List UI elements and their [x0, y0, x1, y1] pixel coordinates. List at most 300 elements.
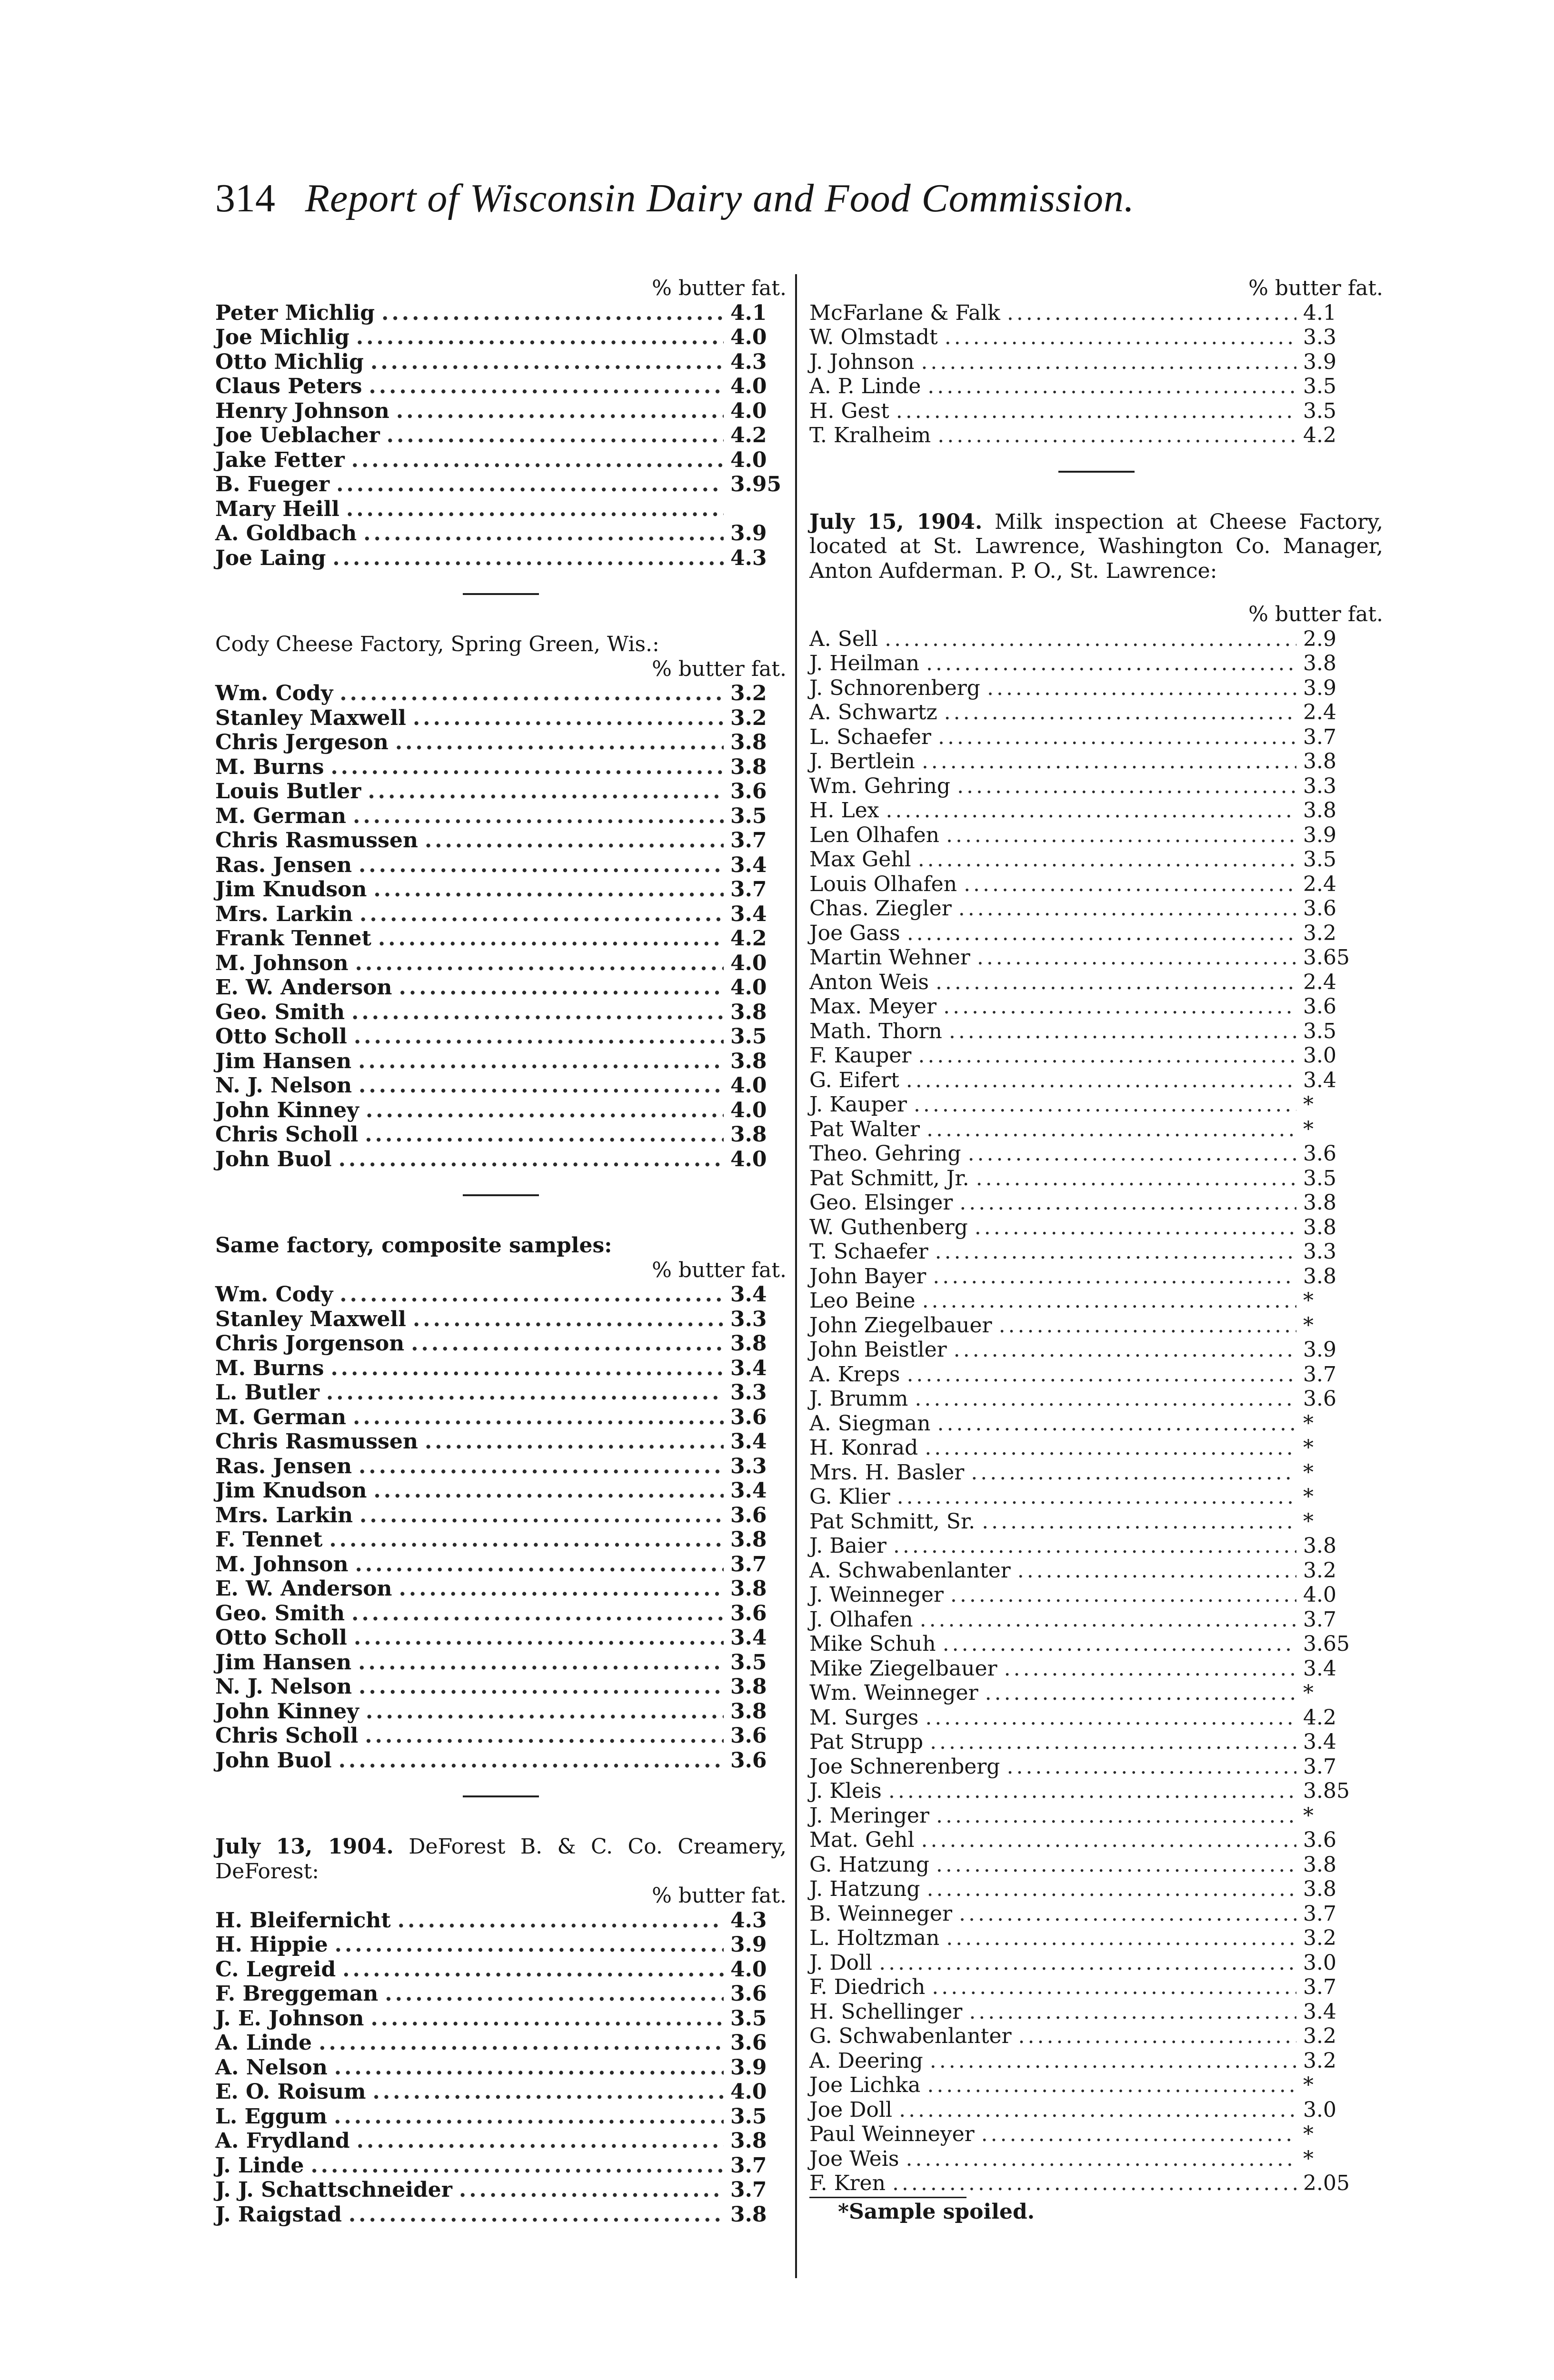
row-name: H. Lex — [809, 798, 879, 823]
dot-leader — [906, 1068, 1296, 1093]
row-value: 4.2 — [730, 926, 767, 951]
row-name: Pat Strupp — [809, 1730, 924, 1754]
dot-leader — [373, 2080, 724, 2104]
row-value: 3.5 — [730, 2006, 767, 2031]
dot-leader — [398, 1908, 724, 1933]
section-date: July 13, 1904. — [215, 1835, 394, 1859]
table-row — [215, 1478, 787, 1503]
row-value: 4.0 — [730, 951, 767, 975]
table-row — [809, 1656, 1383, 1681]
table-row — [809, 798, 1383, 823]
row-name: Chas. Ziegler — [809, 896, 952, 921]
row-value: 2.4 — [1303, 970, 1336, 994]
table-row — [809, 1706, 1383, 1730]
row-value: 3.8 — [730, 730, 767, 754]
section-heading-cody: Cody Cheese Factory, Spring Green, Wis.: — [215, 632, 659, 656]
row-name: Stanley Maxwell — [215, 705, 406, 730]
dot-leader — [944, 700, 1296, 725]
row-name: H. Gest — [809, 398, 889, 423]
table-row — [809, 2024, 1383, 2049]
row-name: H. Hippie — [215, 1933, 328, 1957]
dot-leader — [957, 774, 1296, 799]
row-value: * — [1303, 1313, 1314, 1338]
row-name: Louis Olhafen — [809, 872, 957, 896]
row-name: Joe Weis — [809, 2146, 899, 2171]
row-name: M. Johnson — [215, 1552, 349, 1577]
table-row — [215, 853, 787, 878]
dot-leader — [354, 1024, 724, 1049]
row-value: 3.3 — [730, 1454, 767, 1478]
table-row — [809, 1632, 1383, 1656]
section-date: July 15, 1904. — [809, 509, 983, 534]
row-value: 3.2 — [1303, 1558, 1336, 1583]
row-value: 4.2 — [730, 423, 767, 447]
dot-leader — [977, 945, 1296, 970]
row-name: Joe Michlig — [215, 325, 349, 349]
dot-leader — [930, 1730, 1296, 1755]
row-name: Leo Beine — [809, 1289, 916, 1313]
table-row — [215, 1380, 787, 1405]
table-row — [809, 872, 1383, 897]
row-value: 3.8 — [730, 1577, 767, 1601]
row-value: 3.6 — [730, 1748, 767, 1773]
row-name: J. Baier — [809, 1534, 887, 1558]
dot-leader — [329, 1527, 724, 1552]
dot-leader — [893, 1534, 1296, 1558]
table-row — [215, 975, 787, 1000]
right-column — [809, 276, 1383, 2224]
table-row — [809, 627, 1383, 652]
table-stlawrence — [809, 627, 1383, 2196]
row-name: Mrs. H. Basler — [809, 1460, 965, 1485]
dot-leader — [879, 1951, 1296, 1975]
row-value: 3.8 — [1303, 798, 1336, 823]
dot-leader — [907, 921, 1296, 946]
dot-leader — [351, 448, 724, 473]
table-row — [809, 1117, 1383, 1142]
row-value: 3.7 — [730, 877, 767, 902]
row-value: 3.4 — [730, 902, 767, 926]
dot-leader — [892, 2171, 1296, 2196]
dot-leader — [349, 2202, 724, 2227]
table-michlig — [215, 301, 787, 571]
row-value: 2.05 — [1303, 2171, 1350, 2195]
dot-leader — [918, 847, 1296, 872]
dot-leader — [332, 546, 724, 571]
row-name: John Bayer — [809, 1264, 926, 1289]
row-name: Pat Schmitt, Jr. — [809, 1166, 969, 1190]
row-value: 3.95 — [730, 472, 782, 496]
dot-leader — [885, 627, 1296, 652]
row-name: Math. Thorn — [809, 1019, 942, 1043]
row-name: Jim Knudson — [215, 1478, 367, 1503]
row-value: 3.8 — [730, 1049, 767, 1073]
row-value: 3.8 — [730, 1675, 767, 1699]
row-value: 4.3 — [730, 545, 767, 570]
row-name: Wm. Weinneger — [809, 1681, 978, 1705]
row-value: 3.6 — [730, 2031, 767, 2055]
row-value: 3.2 — [1303, 921, 1336, 945]
row-name: M. German — [215, 803, 347, 828]
row-value: 3.4 — [730, 1282, 767, 1307]
table-deforest — [215, 1908, 787, 2227]
row-value: 3.4 — [730, 1429, 767, 1454]
table-row — [809, 325, 1383, 350]
row-name: T. Schaefer — [809, 1240, 928, 1264]
table-row — [215, 1601, 787, 1626]
dot-leader — [411, 1331, 724, 1356]
table-composite — [215, 1282, 787, 1773]
row-value: 3.8 — [730, 754, 767, 779]
row-name: H. Bleifernicht — [215, 1908, 391, 1933]
table-row — [809, 725, 1383, 750]
table-row — [215, 374, 787, 399]
table-row — [215, 1675, 787, 1699]
row-value: 3.65 — [1303, 945, 1350, 970]
row-value: 3.6 — [1303, 896, 1336, 921]
row-name: J. Weinneger — [809, 1583, 944, 1607]
dot-leader — [339, 1748, 724, 1773]
row-name: Ras. Jensen — [215, 1454, 352, 1478]
row-name: F. Kren — [809, 2171, 886, 2195]
row-name: F. Diedrich — [809, 1975, 926, 1999]
dot-leader — [396, 399, 724, 424]
table-row — [215, 301, 787, 326]
table-row — [809, 1338, 1383, 1362]
column-header: % butter fat. — [652, 1884, 787, 1908]
dot-leader — [926, 651, 1296, 676]
table-row — [809, 847, 1383, 872]
dot-leader — [915, 1387, 1296, 1411]
dot-leader — [888, 1779, 1296, 1804]
table-row — [215, 423, 787, 448]
table-row — [215, 681, 787, 706]
row-name: Len Olhafen — [809, 823, 939, 847]
dot-leader — [985, 1681, 1296, 1706]
table-row — [215, 1552, 787, 1577]
dot-leader — [950, 1583, 1296, 1607]
section-rule — [463, 593, 539, 595]
row-value: 3.6 — [730, 779, 767, 803]
dot-leader — [413, 706, 724, 731]
row-value: * — [1303, 2073, 1314, 2097]
table-row — [809, 1877, 1383, 1902]
row-value: 4.0 — [730, 1098, 767, 1122]
table-row — [215, 1049, 787, 1074]
row-name: A. Kreps — [809, 1362, 900, 1387]
table-row — [215, 448, 787, 473]
dot-leader — [399, 975, 724, 1000]
dot-leader — [366, 1699, 724, 1724]
dot-leader — [358, 1650, 724, 1675]
row-value: 3.2 — [730, 681, 767, 705]
dot-leader — [359, 853, 724, 878]
row-value: 3.5 — [1303, 1166, 1336, 1190]
table-row — [215, 1356, 787, 1381]
row-value: 3.9 — [730, 2055, 767, 2080]
table-row — [809, 1436, 1383, 1460]
table-row — [215, 2153, 787, 2178]
column-header: % butter fat. — [652, 276, 787, 300]
row-name: J. Linde — [215, 2153, 304, 2178]
dot-leader — [927, 1877, 1296, 1902]
dot-leader — [975, 1215, 1296, 1240]
dot-leader — [946, 1926, 1296, 1951]
dot-leader — [381, 301, 724, 326]
row-value: 3.4 — [730, 1478, 767, 1503]
row-value: 3.8 — [730, 1699, 767, 1724]
dot-leader — [926, 1117, 1296, 1142]
table-row — [809, 1289, 1383, 1313]
row-name: F. Breggeman — [215, 1982, 379, 2006]
dot-leader — [982, 1509, 1296, 1534]
row-name: Joe Lichka — [809, 2073, 921, 2097]
row-value: 3.7 — [1303, 1901, 1336, 1926]
table-row — [809, 1779, 1383, 1804]
dot-leader — [1018, 2024, 1296, 2049]
row-name: J. Hatzung — [809, 1877, 920, 1901]
row-name: M. Surges — [809, 1705, 919, 1730]
row-name: Jim Knudson — [215, 877, 367, 902]
row-name: Geo. Elsinger — [809, 1190, 953, 1215]
row-value: 2.9 — [1303, 626, 1336, 651]
table-row — [215, 706, 787, 731]
row-name: F. Kauper — [809, 1043, 912, 1068]
row-value: 4.3 — [730, 349, 767, 374]
dot-leader — [319, 2031, 724, 2055]
row-value: * — [1303, 1411, 1314, 1436]
row-name: Mike Ziegelbauer — [809, 1656, 997, 1681]
row-value: 4.0 — [730, 374, 767, 398]
dot-leader — [943, 1632, 1296, 1656]
row-value: 4.1 — [730, 300, 767, 325]
section-heading-deforest — [215, 1835, 787, 1884]
row-name: L. Schaefer — [809, 724, 931, 749]
dot-leader — [922, 1289, 1296, 1313]
table-row — [809, 1853, 1383, 1877]
table-row — [215, 1577, 787, 1601]
page-number: 314 — [215, 176, 275, 220]
row-value: 3.4 — [730, 1356, 767, 1380]
row-value: 4.2 — [1303, 423, 1336, 447]
row-name: Chris Rasmussen — [215, 828, 418, 853]
row-name: Joe Doll — [809, 2097, 893, 2122]
table-row — [809, 921, 1383, 946]
dot-leader — [906, 1362, 1296, 1387]
dot-leader — [921, 350, 1296, 375]
row-name: M. Burns — [215, 754, 324, 779]
row-value: 3.7 — [730, 2153, 767, 2178]
table-row — [215, 1122, 787, 1147]
row-value: 3.5 — [730, 1024, 767, 1049]
dot-leader — [353, 804, 724, 829]
table-row — [215, 350, 787, 375]
row-name: A. Schwabenlanter — [809, 1558, 1011, 1583]
row-value: 3.65 — [1303, 1632, 1350, 1656]
table-row — [215, 755, 787, 780]
row-value: 3.8 — [1303, 651, 1336, 675]
dot-leader — [959, 1902, 1296, 1926]
row-name: Otto Scholl — [215, 1024, 347, 1049]
table-row — [809, 1730, 1383, 1755]
table-row — [809, 1485, 1383, 1509]
table-row — [809, 2000, 1383, 2024]
table-row — [809, 1755, 1383, 1779]
dot-leader — [935, 1240, 1296, 1264]
row-name: Chris Scholl — [215, 1122, 359, 1147]
row-value: 3.6 — [1303, 994, 1336, 1019]
row-name: Chris Jergeson — [215, 730, 388, 754]
row-value: 3.7 — [1303, 724, 1336, 749]
dot-leader — [356, 325, 724, 350]
table-row — [809, 1264, 1383, 1289]
row-name: Paul Weinneyer — [809, 2122, 975, 2146]
table-row — [215, 1650, 787, 1675]
table-row — [215, 2080, 787, 2104]
row-value: 3.8 — [730, 2202, 767, 2227]
dot-leader — [1007, 301, 1296, 326]
row-value: 3.8 — [1303, 749, 1336, 774]
row-value: 3.9 — [1303, 349, 1336, 374]
row-value: 3.2 — [730, 705, 767, 730]
dot-leader — [351, 1000, 724, 1025]
table-row — [809, 1558, 1383, 1583]
row-name: B. Fueger — [215, 472, 330, 496]
row-value: 3.3 — [1303, 1240, 1336, 1264]
table-row — [809, 1460, 1383, 1485]
dot-leader — [357, 2129, 724, 2153]
column-divider — [795, 274, 797, 2278]
row-name: C. Legreid — [215, 1957, 336, 1982]
row-name: L. Butler — [215, 1380, 319, 1405]
dot-leader — [897, 1485, 1296, 1509]
dot-leader — [359, 1073, 724, 1098]
dot-leader — [1017, 1558, 1296, 1583]
table-row — [809, 1190, 1383, 1215]
row-name: W. Guthenberg — [809, 1215, 968, 1240]
dot-leader — [936, 1804, 1296, 1828]
row-value: 3.3 — [730, 1307, 767, 1331]
dot-leader — [927, 2073, 1296, 2098]
table-row — [809, 774, 1383, 799]
row-value: 3.6 — [1303, 1828, 1336, 1852]
row-name: Pat Walter — [809, 1117, 920, 1141]
row-value: 4.0 — [730, 1073, 767, 1098]
row-name: Joe Ueblacher — [215, 423, 380, 447]
row-name: B. Weinneger — [809, 1901, 953, 1926]
dot-leader — [999, 1313, 1296, 1338]
row-value: 3.7 — [1303, 1607, 1336, 1632]
row-name: Henry Johnson — [215, 398, 389, 423]
row-name: John Beistler — [809, 1338, 947, 1362]
table-row — [809, 1975, 1383, 2000]
row-value: * — [1303, 2122, 1314, 2146]
row-name: John Buol — [215, 1748, 332, 1773]
section-rule — [463, 1795, 539, 1797]
dot-leader — [896, 399, 1296, 424]
table-row — [215, 902, 787, 927]
dot-leader — [387, 423, 724, 448]
row-name: H. Konrad — [809, 1436, 918, 1460]
row-name: Joe Schnerenberg — [809, 1754, 1000, 1779]
section-heading-stlawrence — [809, 510, 1383, 584]
table-row — [809, 374, 1383, 399]
row-value: 3.6 — [1303, 1141, 1336, 1166]
row-value: 3.5 — [1303, 1019, 1336, 1043]
table-row — [215, 1024, 787, 1049]
row-name: A. Linde — [215, 2031, 312, 2055]
row-name: Theo. Gehring — [809, 1141, 961, 1166]
row-value: 3.6 — [730, 1724, 767, 1748]
table-row — [215, 1098, 787, 1123]
table-row — [215, 1957, 787, 1982]
row-name: E. O. Roisum — [215, 2080, 366, 2104]
row-value: 3.4 — [730, 1626, 767, 1650]
dot-leader — [368, 779, 724, 804]
dot-leader — [366, 1098, 724, 1123]
row-value: * — [1303, 1460, 1314, 1485]
table-row — [809, 2171, 1383, 2196]
row-name: Wm. Gehring — [809, 774, 951, 798]
row-value: 3.9 — [730, 1933, 767, 1957]
row-name: Mrs. Larkin — [215, 1503, 353, 1527]
row-name: J. Schnorenberg — [809, 675, 980, 700]
row-value: * — [1303, 1092, 1314, 1117]
row-value: 3.6 — [730, 1503, 767, 1527]
dot-leader — [334, 2104, 724, 2129]
dot-leader — [326, 1380, 724, 1405]
dot-leader — [346, 497, 724, 522]
row-name: Otto Michlig — [215, 349, 364, 374]
row-value: 3.0 — [1303, 1043, 1336, 1068]
left-column — [215, 276, 787, 2227]
table-row — [215, 472, 787, 497]
dot-leader — [339, 681, 724, 706]
table-row — [215, 1933, 787, 1957]
row-name: John Kinney — [215, 1098, 359, 1122]
dot-leader — [899, 2098, 1296, 2122]
row-value: 2.4 — [1303, 872, 1336, 896]
row-value: 3.4 — [1303, 1656, 1336, 1681]
row-value: 4.0 — [730, 325, 767, 349]
row-value: 3.3 — [1303, 774, 1336, 798]
table-row — [809, 970, 1383, 995]
dot-leader — [370, 350, 724, 375]
page-header — [215, 171, 1386, 225]
dot-leader — [981, 2122, 1296, 2147]
dot-leader — [310, 2153, 724, 2178]
dot-leader — [938, 725, 1296, 750]
table-row — [215, 1908, 787, 1933]
row-name: E. W. Anderson — [215, 1577, 392, 1601]
row-value: 2.4 — [1303, 700, 1336, 724]
row-value: 3.8 — [1303, 1264, 1336, 1289]
dot-leader — [336, 472, 724, 497]
dot-leader — [987, 676, 1296, 701]
footnote: *Sample spoiled. — [809, 2200, 1383, 2224]
row-value: * — [1303, 1681, 1314, 1705]
row-name: Mrs. Larkin — [215, 902, 353, 926]
row-value: 3.7 — [730, 1552, 767, 1577]
row-name: Pat Schmitt, Sr. — [809, 1509, 976, 1534]
row-value: 3.8 — [1303, 1190, 1336, 1215]
dot-leader — [353, 1405, 724, 1430]
dot-leader — [958, 896, 1296, 921]
table-row — [215, 2031, 787, 2055]
dot-leader — [425, 1429, 724, 1454]
row-value: 3.7 — [730, 2178, 767, 2202]
table-row — [215, 1527, 787, 1552]
